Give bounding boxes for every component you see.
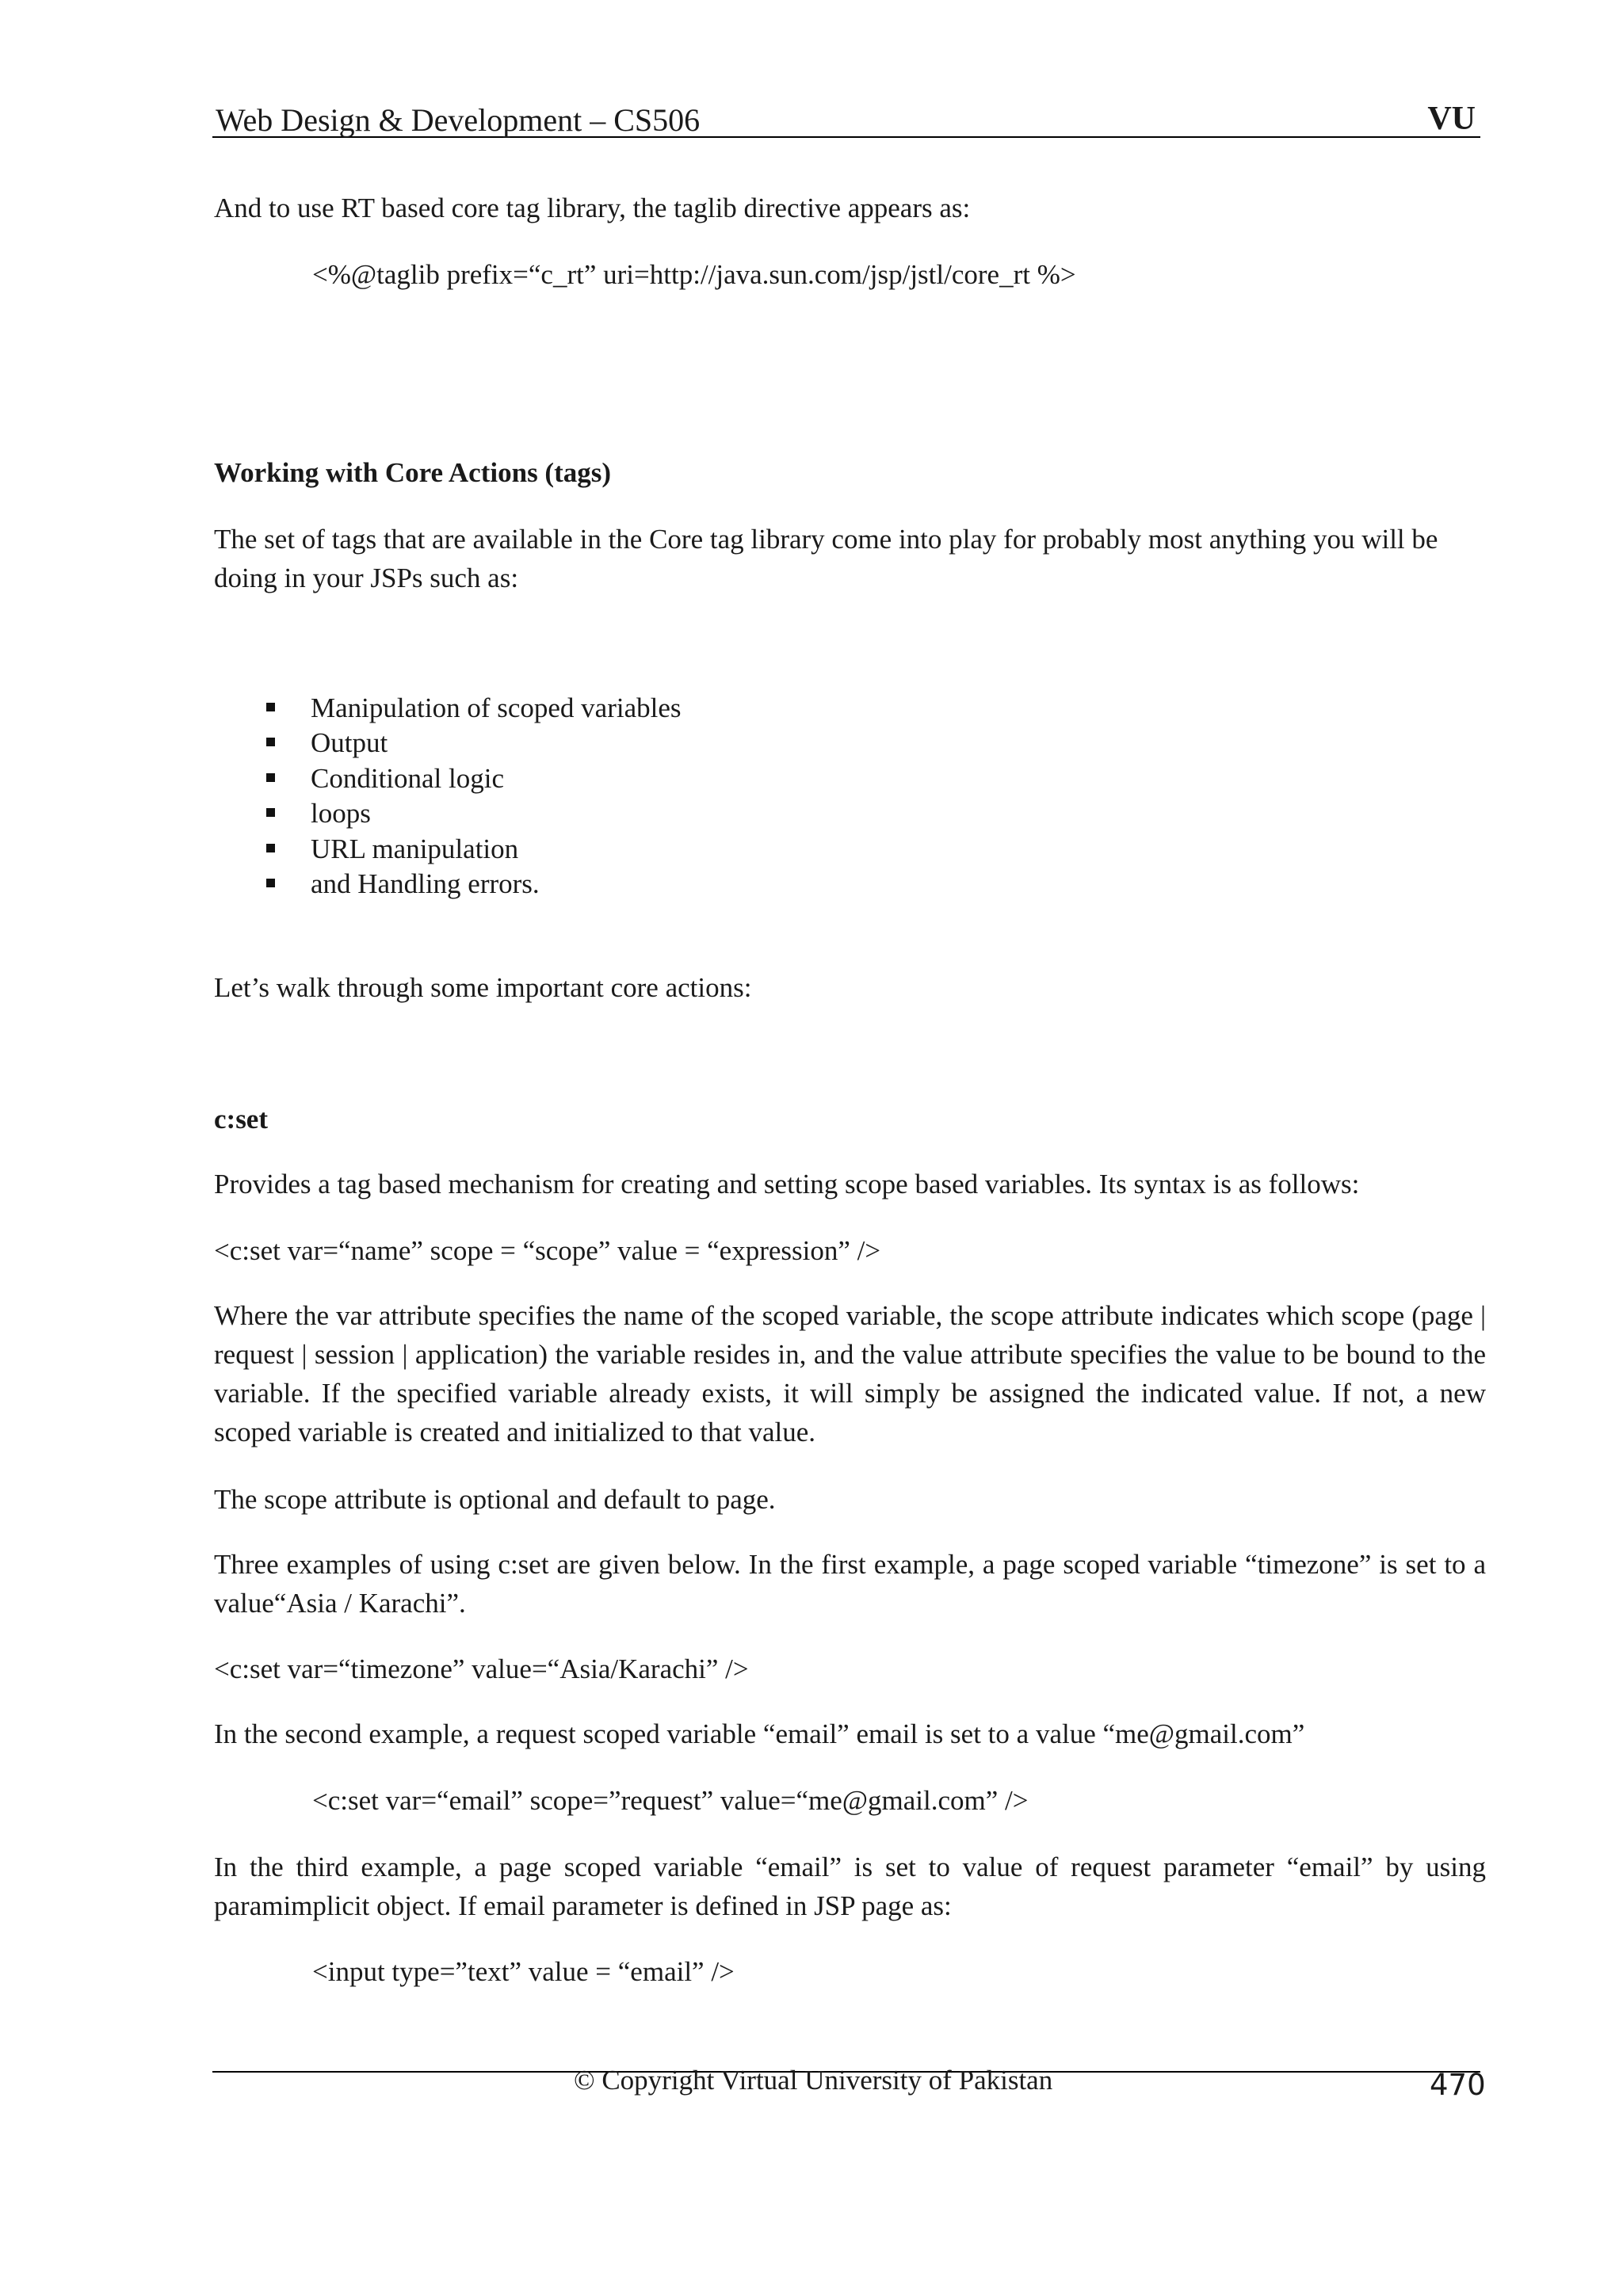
cset-description: Provides a tag based mechanism for creating and setting scope based variables. Its syntax is as follows: <box>214 1169 1360 1199</box>
footer-copyright: © Copyright Virtual University of Pakistan <box>574 2065 1053 2096</box>
three-examples-paragraph: Three examples of using c:set are given below. In the first example, a page scoped variable “timezone” is set to a value“Asia / Karachi”. <box>214 1549 1486 1619</box>
list-item: and Handling errors. <box>263 867 682 902</box>
section-heading: Working with Core Actions (tags) <box>214 457 612 488</box>
core-actions-list <box>263 691 682 902</box>
example-email-code: <c:set var=“email” scope=”request” value=“me@gmail.com” /> <box>312 1785 1029 1816</box>
header-title: Web Design & Development – CS506 <box>216 102 701 138</box>
bullet-icon <box>266 738 275 746</box>
list-item: Output <box>263 726 682 761</box>
list-item: Conditional logic <box>263 761 682 796</box>
list-item: URL manipulation <box>263 832 682 867</box>
example-timezone-code: <c:set var=“timezone” value=“Asia/Karachi” /> <box>214 1653 749 1684</box>
second-example-text: In the second example, a request scoped variable “email” email is set to a value “me@gmail.com” <box>214 1718 1305 1749</box>
taglib-code: <%@taglib prefix=“c_rt” uri=http://java.sun.com/jsp/jstl/core_rt %> <box>312 259 1076 290</box>
section-paragraph: The set of tags that are available in the Core tag library come into play for probably most anything you will be doing in your JSPs such as: <box>214 524 1438 593</box>
bullet-icon <box>266 808 275 817</box>
vu-logo: VU <box>1427 101 1476 137</box>
cset-where-paragraph: Where the var attribute specifies the name of the scoped variable, the scope attribute indicates which scope (page | request | session | application) the variable resides in, and the value attribute specifies the value to be bound to the variable. If the specified variable already exists, it will simply be assigned the indicated value. If not, a new scoped variable is created and initialized to that value. <box>214 1300 1486 1447</box>
example-input-code: <input type=”text” value = “email” /> <box>312 1956 735 1987</box>
cset-syntax: <c:set var=“name” scope = “scope” value = “expression” /> <box>214 1235 881 1266</box>
list-item: loops <box>263 796 682 831</box>
bullet-icon <box>266 773 275 782</box>
walk-through-text: Let’s walk through some important core actions: <box>214 972 752 1003</box>
bullet-icon <box>266 703 275 711</box>
intro-text: And to use RT based core tag library, the taglib directive appears as: <box>214 193 971 223</box>
bullet-icon <box>266 844 275 852</box>
page-number: 470 <box>1430 2068 1486 2102</box>
bullet-icon <box>266 879 275 887</box>
list-item: Manipulation of scoped variables <box>263 691 682 726</box>
third-example-paragraph: In the third example, a page scoped variable “email” is set to value of request parameter “email” by using paramimplicit object. If email parameter is defined in JSP page as: <box>214 1852 1486 1921</box>
cset-heading: c:set <box>214 1104 269 1135</box>
scope-optional-text: The scope attribute is optional and default to page. <box>214 1484 776 1515</box>
page-header <box>212 97 1480 138</box>
